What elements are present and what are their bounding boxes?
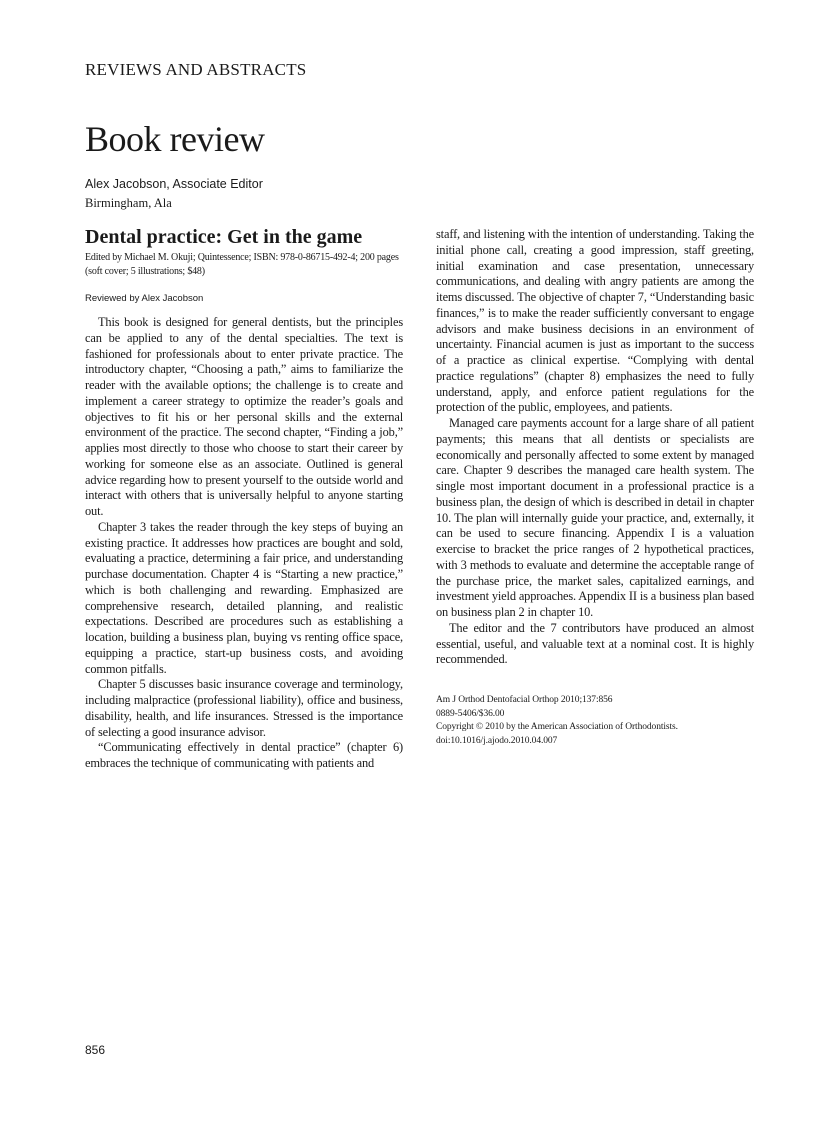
author-location: Birmingham, Ala <box>85 196 172 210</box>
citation-block <box>436 694 754 748</box>
citation-price-code: 0889-5406/$36.00 <box>436 708 505 719</box>
body-paragraph: Managed care payments account for a large share of all patient payments; this means that all dentists or specialists are economically and personally affected to some extent by managed care. Chapter 9 describes the managed care health system. The single most important document in a professional practice is a business plan, the design of which is described in detail in chapter 10. The plan will internally guide your practice, and, externally, it can be used to secure financing. Appendix I is a valuation exercise to bracket the price ranges of 2 hypothetical practices, with 3 methods to evaluate and determine the acceptable range of the purchase price, the market sales, capitalized earnings, and investment yield approaches. Appendix II is a business plan based on business plan 2 in chapter 10. <box>436 416 754 619</box>
author-name: Alex Jacobson, Associate Editor <box>85 177 263 191</box>
body-paragraph: The editor and the 7 contributors have produced an almost essential, useful, and valuable text at a nominal cost. It is highly recommended. <box>436 620 754 667</box>
book-meta: Edited by Michael M. Okuji; Quintessence; ISBN: 978-0-86715-492-4; 200 pages (soft cover; 5 illustrations; $48) <box>85 252 399 277</box>
body-paragraph: This book is designed for general dentists, but the principles can be applied to any of the dental specialties. The text is fashioned for professionals about to enter private practice. The introductory chapter, “Choosing a path,” aims to familiarize the reader with the available options; the challenge is to create and implement a career strategy to optimize the reader’s goals and objectives to fit his or her personal skills and the external environment of the practice. The second chapter, “Finding a job,” applies most directly to those who choose to start their career by working for someone else as an associate. Outlined is general advice regarding how to present yourself to the outside world and interact with others that is universally helpful to anyone starting out. <box>85 315 403 518</box>
citation-journal: Am J Orthod Dentofacial Orthop 2010;137:856 <box>436 695 613 705</box>
section-header: REVIEWS AND ABSTRACTS <box>85 60 307 79</box>
body-paragraph: Chapter 5 discusses basic insurance coverage and terminology, including malpractice (professional liability), office and business, disability, health, and life insurances. Stressed is the importance of selecting a good insurance advisor. <box>85 677 403 739</box>
body-paragraph: Chapter 3 takes the reader through the key steps of buying an existing practice. It addresses how practices are bought and sold, evaluating a practice, determining a fair price, and understanding purchase documentation. Chapter 4 is “Starting a new practice,” which is both challenging and rewarding. Emphasized are comprehensive research, detailed planning, and realistic expectations. Described are procedures such as establishing a location, building a business plan, buying vs renting office space, equipping a practice, start-up business costs, and avoiding common pitfalls. <box>85 519 403 676</box>
body-paragraph: “Communicating effectively in dental practice” (chapter 6) embraces the technique of communicating with patients and <box>85 740 403 770</box>
reviewed-by: Reviewed by Alex Jacobson <box>85 293 204 304</box>
left-column <box>85 225 403 772</box>
page-number: 856 <box>85 1043 106 1057</box>
citation-copyright: Copyright © 2010 by the American Association of Orthodontists. <box>436 722 678 732</box>
citation-doi: doi:10.1016/j.ajodo.2010.04.007 <box>436 735 558 746</box>
book-title: Dental practice: Get in the game <box>85 226 363 248</box>
page-title: Book review <box>85 119 265 159</box>
body-paragraph: staff, and listening with the intention of understanding. Taking the initial phone call, creating a good impression, staff greeting, initial examination and case presentation, unnecessary communications, and dealing with angry patients are among the items discussed. The objective of chapter 7, “Understanding basic finances,” is to make the reader sufficiently conversant to engage advisors and make business decisions in an environment of uncertainty. Financial acumen is just as important to the success of a practice as clinical expertise. “Complying with dental practice regulations” (chapter 8) emphasizes the need to fully understand, apply, and enforce patient regulations for the protection of the public, employees, and patients. <box>436 227 754 415</box>
right-column <box>436 227 754 748</box>
